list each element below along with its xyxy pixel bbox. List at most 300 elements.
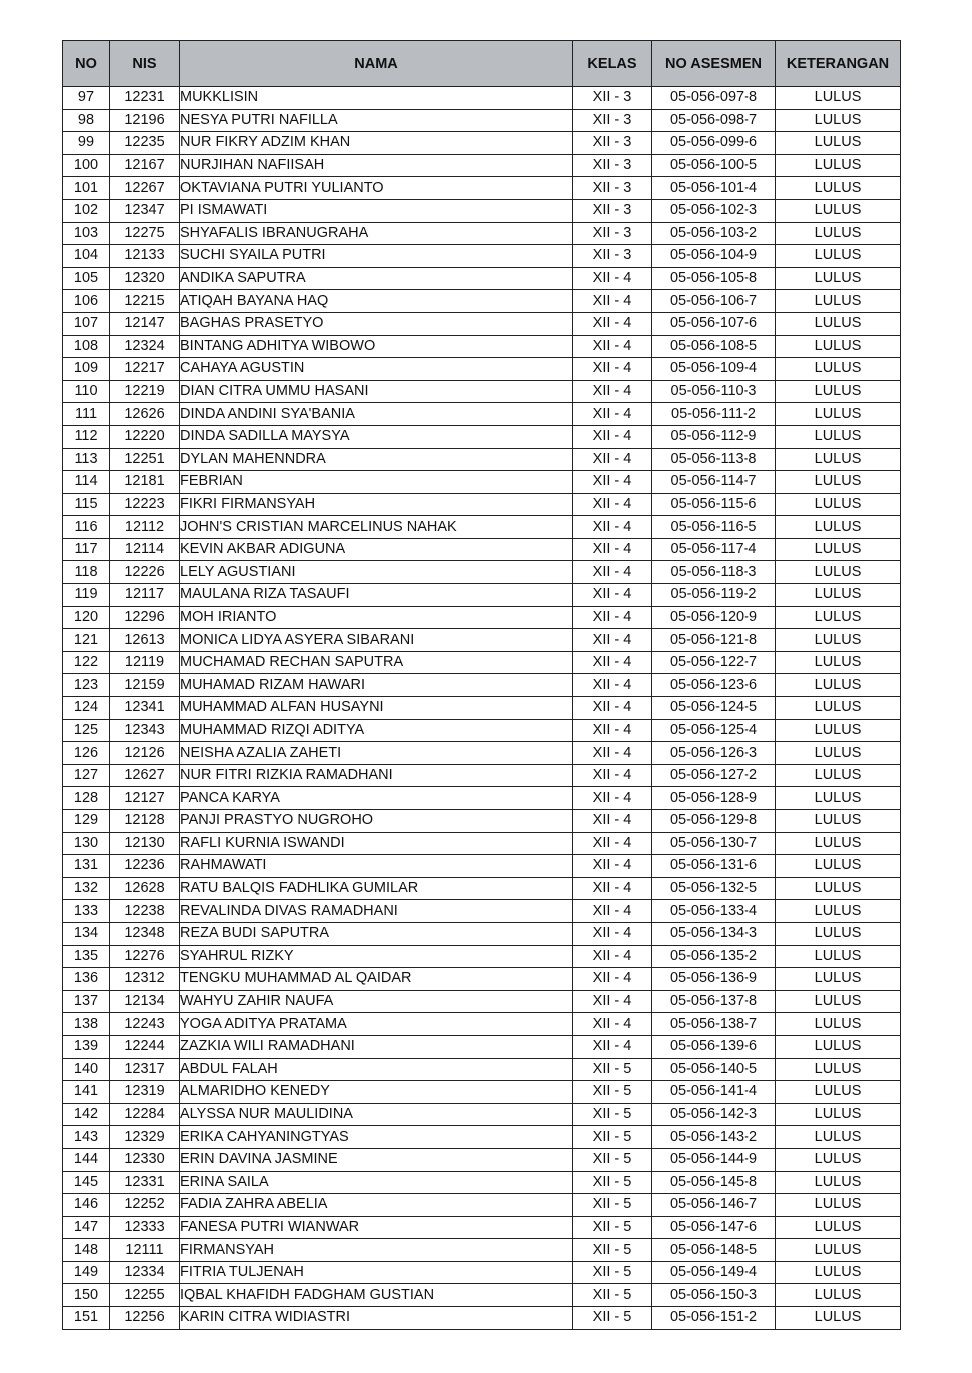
cell-keterangan: LULUS (776, 832, 901, 855)
cell-kelas: XII - 4 (573, 945, 652, 968)
table-row (63, 1216, 901, 1239)
cell-kelas: XII - 5 (573, 1194, 652, 1217)
cell-nama: MUHAMMAD RIZQI ADITYA (180, 719, 573, 742)
cell-nis: 12159 (110, 674, 180, 697)
cell-nis: 12275 (110, 222, 180, 245)
cell-nis: 12330 (110, 1148, 180, 1171)
cell-no: 149 (63, 1261, 110, 1284)
cell-nama: REZA BUDI SAPUTRA (180, 922, 573, 945)
cell-keterangan: LULUS (776, 1171, 901, 1194)
cell-keterangan: LULUS (776, 154, 901, 177)
table-row (63, 1307, 901, 1330)
cell-nama: OKTAVIANA PUTRI YULIANTO (180, 177, 573, 200)
table-row (63, 606, 901, 629)
cell-nama: FANESA PUTRI WIANWAR (180, 1216, 573, 1239)
cell-nis: 12329 (110, 1126, 180, 1149)
cell-nama: SYAHRUL RIZKY (180, 945, 573, 968)
table-row (63, 312, 901, 335)
table-row (63, 1126, 901, 1149)
cell-no-asesmen: 05-056-150-3 (652, 1284, 776, 1307)
cell-no-asesmen: 05-056-127-2 (652, 764, 776, 787)
table-row (63, 358, 901, 381)
cell-kelas: XII - 4 (573, 561, 652, 584)
cell-no-asesmen: 05-056-136-9 (652, 968, 776, 991)
cell-no-asesmen: 05-056-106-7 (652, 290, 776, 313)
cell-no: 142 (63, 1103, 110, 1126)
cell-nis: 12111 (110, 1239, 180, 1262)
cell-no-asesmen: 05-056-105-8 (652, 267, 776, 290)
cell-no-asesmen: 05-056-115-6 (652, 493, 776, 516)
cell-no-asesmen: 05-056-149-4 (652, 1261, 776, 1284)
cell-no: 106 (63, 290, 110, 313)
cell-nama: DINDA ANDINI SYA'BANIA (180, 403, 573, 426)
cell-nis: 12235 (110, 132, 180, 155)
cell-nis: 12112 (110, 516, 180, 539)
table-row (63, 877, 901, 900)
cell-keterangan: LULUS (776, 674, 901, 697)
table-row (63, 538, 901, 561)
cell-keterangan: LULUS (776, 629, 901, 652)
cell-keterangan: LULUS (776, 1216, 901, 1239)
cell-keterangan: LULUS (776, 222, 901, 245)
cell-nis: 12219 (110, 380, 180, 403)
cell-no: 137 (63, 990, 110, 1013)
table-row (63, 1171, 901, 1194)
table-row (63, 764, 901, 787)
cell-nis: 12276 (110, 945, 180, 968)
cell-nama: FIRMANSYAH (180, 1239, 573, 1262)
cell-no: 128 (63, 787, 110, 810)
cell-nama: NUR FIKRY ADZIM KHAN (180, 132, 573, 155)
cell-kelas: XII - 4 (573, 425, 652, 448)
cell-kelas: XII - 4 (573, 764, 652, 787)
cell-no-asesmen: 05-056-097-8 (652, 87, 776, 110)
cell-kelas: XII - 4 (573, 651, 652, 674)
cell-no-asesmen: 05-056-145-8 (652, 1171, 776, 1194)
cell-no-asesmen: 05-056-122-7 (652, 651, 776, 674)
cell-nis: 12324 (110, 335, 180, 358)
cell-nama: RAFLI KURNIA ISWANDI (180, 832, 573, 855)
cell-kelas: XII - 4 (573, 697, 652, 720)
cell-kelas: XII - 4 (573, 629, 652, 652)
table-row (63, 742, 901, 765)
cell-keterangan: LULUS (776, 109, 901, 132)
cell-nama: ERINA SAILA (180, 1171, 573, 1194)
cell-nis: 12348 (110, 922, 180, 945)
cell-no-asesmen: 05-056-104-9 (652, 245, 776, 268)
cell-nama: BINTANG ADHITYA WIBOWO (180, 335, 573, 358)
cell-nis: 12317 (110, 1058, 180, 1081)
cell-kelas: XII - 4 (573, 538, 652, 561)
cell-nis: 12134 (110, 990, 180, 1013)
cell-no-asesmen: 05-056-128-9 (652, 787, 776, 810)
cell-no-asesmen: 05-056-098-7 (652, 109, 776, 132)
cell-kelas: XII - 3 (573, 132, 652, 155)
cell-nama: FEBRIAN (180, 471, 573, 494)
cell-nama: NESYA PUTRI NAFILLA (180, 109, 573, 132)
table-row (63, 1035, 901, 1058)
cell-nis: 12215 (110, 290, 180, 313)
table-row (63, 403, 901, 426)
cell-no: 122 (63, 651, 110, 674)
table-row (63, 584, 901, 607)
cell-kelas: XII - 4 (573, 968, 652, 991)
header-row (63, 41, 901, 87)
cell-kelas: XII - 4 (573, 900, 652, 923)
cell-nama: PANJI PRASTYO NUGROHO (180, 810, 573, 833)
cell-keterangan: LULUS (776, 177, 901, 200)
cell-nama: MAULANA RIZA TASAUFI (180, 584, 573, 607)
cell-no-asesmen: 05-056-137-8 (652, 990, 776, 1013)
header-no: NO (63, 41, 110, 87)
cell-nama: FITRIA TULJENAH (180, 1261, 573, 1284)
cell-kelas: XII - 3 (573, 177, 652, 200)
cell-kelas: XII - 5 (573, 1239, 652, 1262)
cell-nama: ZAZKIA WILI RAMADHANI (180, 1035, 573, 1058)
cell-no-asesmen: 05-056-114-7 (652, 471, 776, 494)
cell-no: 144 (63, 1148, 110, 1171)
cell-keterangan: LULUS (776, 335, 901, 358)
cell-no: 108 (63, 335, 110, 358)
cell-keterangan: LULUS (776, 990, 901, 1013)
cell-no: 98 (63, 109, 110, 132)
cell-no: 141 (63, 1081, 110, 1104)
cell-nis: 12217 (110, 358, 180, 381)
cell-no: 113 (63, 448, 110, 471)
cell-no-asesmen: 05-056-141-4 (652, 1081, 776, 1104)
cell-nama: MUHAMAD RIZAM HAWARI (180, 674, 573, 697)
table-row (63, 1081, 901, 1104)
cell-nama: CAHAYA AGUSTIN (180, 358, 573, 381)
cell-keterangan: LULUS (776, 1013, 901, 1036)
cell-keterangan: LULUS (776, 267, 901, 290)
cell-no-asesmen: 05-056-100-5 (652, 154, 776, 177)
table-row (63, 425, 901, 448)
cell-keterangan: LULUS (776, 538, 901, 561)
cell-kelas: XII - 5 (573, 1081, 652, 1104)
cell-nis: 12252 (110, 1194, 180, 1217)
cell-no-asesmen: 05-056-126-3 (652, 742, 776, 765)
cell-keterangan: LULUS (776, 403, 901, 426)
cell-kelas: XII - 3 (573, 154, 652, 177)
cell-nama: YOGA ADITYA PRATAMA (180, 1013, 573, 1036)
cell-keterangan: LULUS (776, 1103, 901, 1126)
cell-nis: 12626 (110, 403, 180, 426)
cell-nis: 12343 (110, 719, 180, 742)
cell-kelas: XII - 5 (573, 1284, 652, 1307)
cell-no: 104 (63, 245, 110, 268)
cell-kelas: XII - 4 (573, 1013, 652, 1036)
cell-no-asesmen: 05-056-135-2 (652, 945, 776, 968)
cell-nis: 12613 (110, 629, 180, 652)
cell-nis: 12267 (110, 177, 180, 200)
table-row (63, 177, 901, 200)
cell-nama: IQBAL KHAFIDH FADGHAM GUSTIAN (180, 1284, 573, 1307)
cell-nis: 12236 (110, 855, 180, 878)
cell-keterangan: LULUS (776, 855, 901, 878)
cell-keterangan: LULUS (776, 1194, 901, 1217)
cell-no-asesmen: 05-056-117-4 (652, 538, 776, 561)
table-row (63, 1239, 901, 1262)
cell-no-asesmen: 05-056-123-6 (652, 674, 776, 697)
cell-nis: 12628 (110, 877, 180, 900)
table-row (63, 448, 901, 471)
table-header (63, 41, 901, 87)
cell-no: 134 (63, 922, 110, 945)
cell-nama: SUCHI SYAILA PUTRI (180, 245, 573, 268)
cell-keterangan: LULUS (776, 584, 901, 607)
cell-keterangan: LULUS (776, 810, 901, 833)
cell-keterangan: LULUS (776, 87, 901, 110)
cell-keterangan: LULUS (776, 1148, 901, 1171)
cell-nama: MUCHAMAD RECHAN SAPUTRA (180, 651, 573, 674)
cell-nis: 12223 (110, 493, 180, 516)
table-row (63, 290, 901, 313)
cell-keterangan: LULUS (776, 968, 901, 991)
cell-kelas: XII - 5 (573, 1126, 652, 1149)
cell-kelas: XII - 4 (573, 516, 652, 539)
table-row (63, 199, 901, 222)
cell-kelas: XII - 4 (573, 335, 652, 358)
cell-kelas: XII - 4 (573, 719, 652, 742)
cell-no: 127 (63, 764, 110, 787)
cell-no-asesmen: 05-056-101-4 (652, 177, 776, 200)
cell-keterangan: LULUS (776, 764, 901, 787)
table-row (63, 380, 901, 403)
cell-no: 111 (63, 403, 110, 426)
cell-no: 116 (63, 516, 110, 539)
results-table (62, 40, 901, 1330)
cell-keterangan: LULUS (776, 697, 901, 720)
cell-kelas: XII - 5 (573, 1171, 652, 1194)
table-row (63, 471, 901, 494)
cell-keterangan: LULUS (776, 358, 901, 381)
cell-no-asesmen: 05-056-124-5 (652, 697, 776, 720)
cell-no: 125 (63, 719, 110, 742)
cell-no: 147 (63, 1216, 110, 1239)
table-row (63, 832, 901, 855)
cell-nama: ANDIKA SAPUTRA (180, 267, 573, 290)
cell-no: 148 (63, 1239, 110, 1262)
cell-no-asesmen: 05-056-144-9 (652, 1148, 776, 1171)
table-row (63, 132, 901, 155)
cell-kelas: XII - 3 (573, 199, 652, 222)
cell-nis: 12312 (110, 968, 180, 991)
cell-no-asesmen: 05-056-119-2 (652, 584, 776, 607)
cell-no: 97 (63, 87, 110, 110)
cell-no: 131 (63, 855, 110, 878)
table-row (63, 674, 901, 697)
cell-no-asesmen: 05-056-133-4 (652, 900, 776, 923)
cell-no-asesmen: 05-056-132-5 (652, 877, 776, 900)
cell-nama: ERIKA CAHYANINGTYAS (180, 1126, 573, 1149)
cell-keterangan: LULUS (776, 471, 901, 494)
cell-nis: 12243 (110, 1013, 180, 1036)
table-row (63, 561, 901, 584)
cell-no: 119 (63, 584, 110, 607)
cell-keterangan: LULUS (776, 651, 901, 674)
cell-keterangan: LULUS (776, 877, 901, 900)
cell-kelas: XII - 4 (573, 810, 652, 833)
cell-nis: 12255 (110, 1284, 180, 1307)
cell-no: 151 (63, 1307, 110, 1330)
header-no-asesmen: NO ASESMEN (652, 41, 776, 87)
cell-no: 112 (63, 425, 110, 448)
table-row (63, 1058, 901, 1081)
table-row (63, 222, 901, 245)
cell-no: 139 (63, 1035, 110, 1058)
cell-nis: 12284 (110, 1103, 180, 1126)
table-row (63, 855, 901, 878)
cell-nama: FIKRI FIRMANSYAH (180, 493, 573, 516)
cell-keterangan: LULUS (776, 448, 901, 471)
table-row (63, 335, 901, 358)
cell-no: 117 (63, 538, 110, 561)
cell-no: 146 (63, 1194, 110, 1217)
cell-no-asesmen: 05-056-142-3 (652, 1103, 776, 1126)
cell-nis: 12196 (110, 109, 180, 132)
cell-no: 135 (63, 945, 110, 968)
cell-nama: LELY AGUSTIANI (180, 561, 573, 584)
cell-keterangan: LULUS (776, 493, 901, 516)
table-body (63, 87, 901, 1330)
table-row (63, 1103, 901, 1126)
cell-no: 120 (63, 606, 110, 629)
cell-nama: MUHAMMAD ALFAN HUSAYNI (180, 697, 573, 720)
cell-nama: ALYSSA NUR MAULIDINA (180, 1103, 573, 1126)
cell-keterangan: LULUS (776, 312, 901, 335)
cell-nis: 12333 (110, 1216, 180, 1239)
cell-keterangan: LULUS (776, 719, 901, 742)
cell-kelas: XII - 3 (573, 245, 652, 268)
cell-nama: NEISHA AZALIA ZAHETI (180, 742, 573, 765)
cell-nis: 12238 (110, 900, 180, 923)
cell-nama: PANCA KARYA (180, 787, 573, 810)
cell-no-asesmen: 05-056-120-9 (652, 606, 776, 629)
cell-keterangan: LULUS (776, 290, 901, 313)
cell-nama: NUR FITRI RIZKIA RAMADHANI (180, 764, 573, 787)
cell-no-asesmen: 05-056-147-6 (652, 1216, 776, 1239)
cell-no: 109 (63, 358, 110, 381)
cell-nis: 12347 (110, 199, 180, 222)
cell-no: 130 (63, 832, 110, 855)
cell-nama: DYLAN MAHENNDRA (180, 448, 573, 471)
cell-nis: 12231 (110, 87, 180, 110)
cell-kelas: XII - 4 (573, 742, 652, 765)
cell-keterangan: LULUS (776, 1261, 901, 1284)
cell-no-asesmen: 05-056-139-6 (652, 1035, 776, 1058)
cell-no: 115 (63, 493, 110, 516)
cell-nama: PI ISMAWATI (180, 199, 573, 222)
cell-kelas: XII - 4 (573, 855, 652, 878)
cell-no: 118 (63, 561, 110, 584)
cell-nama: WAHYU ZAHIR NAUFA (180, 990, 573, 1013)
cell-keterangan: LULUS (776, 606, 901, 629)
cell-kelas: XII - 5 (573, 1216, 652, 1239)
cell-kelas: XII - 4 (573, 471, 652, 494)
table-row (63, 787, 901, 810)
cell-no-asesmen: 05-056-107-6 (652, 312, 776, 335)
cell-kelas: XII - 3 (573, 109, 652, 132)
cell-nis: 12296 (110, 606, 180, 629)
cell-no-asesmen: 05-056-111-2 (652, 403, 776, 426)
cell-no-asesmen: 05-056-146-7 (652, 1194, 776, 1217)
table-row (63, 990, 901, 1013)
cell-no-asesmen: 05-056-129-8 (652, 810, 776, 833)
cell-kelas: XII - 5 (573, 1307, 652, 1330)
cell-nis: 12128 (110, 810, 180, 833)
cell-nis: 12244 (110, 1035, 180, 1058)
cell-keterangan: LULUS (776, 1126, 901, 1149)
cell-nis: 12114 (110, 538, 180, 561)
cell-nama: REVALINDA DIVAS RAMADHANI (180, 900, 573, 923)
cell-kelas: XII - 4 (573, 312, 652, 335)
cell-kelas: XII - 4 (573, 267, 652, 290)
cell-keterangan: LULUS (776, 1035, 901, 1058)
table-row (63, 1148, 901, 1171)
cell-no: 140 (63, 1058, 110, 1081)
cell-kelas: XII - 5 (573, 1148, 652, 1171)
cell-kelas: XII - 4 (573, 290, 652, 313)
cell-no-asesmen: 05-056-110-3 (652, 380, 776, 403)
cell-nama: TENGKU MUHAMMAD AL QAIDAR (180, 968, 573, 991)
cell-kelas: XII - 4 (573, 448, 652, 471)
cell-keterangan: LULUS (776, 380, 901, 403)
cell-keterangan: LULUS (776, 561, 901, 584)
cell-no-asesmen: 05-056-102-3 (652, 199, 776, 222)
cell-nama: ERIN DAVINA JASMINE (180, 1148, 573, 1171)
cell-no: 105 (63, 267, 110, 290)
cell-kelas: XII - 4 (573, 380, 652, 403)
cell-no-asesmen: 05-056-134-3 (652, 922, 776, 945)
cell-no: 132 (63, 877, 110, 900)
cell-nis: 12127 (110, 787, 180, 810)
cell-kelas: XII - 5 (573, 1103, 652, 1126)
cell-keterangan: LULUS (776, 1058, 901, 1081)
cell-no-asesmen: 05-056-112-9 (652, 425, 776, 448)
table-row (63, 109, 901, 132)
cell-kelas: XII - 4 (573, 493, 652, 516)
cell-no: 124 (63, 697, 110, 720)
cell-nama: DINDA SADILLA MAYSYA (180, 425, 573, 448)
cell-no: 103 (63, 222, 110, 245)
cell-nis: 12130 (110, 832, 180, 855)
cell-nis: 12147 (110, 312, 180, 335)
cell-no-asesmen: 05-056-148-5 (652, 1239, 776, 1262)
header-nis: NIS (110, 41, 180, 87)
table-row (63, 719, 901, 742)
cell-nama: MOH IRIANTO (180, 606, 573, 629)
cell-keterangan: LULUS (776, 1081, 901, 1104)
cell-no: 126 (63, 742, 110, 765)
cell-nama: RAHMAWATI (180, 855, 573, 878)
cell-no: 110 (63, 380, 110, 403)
cell-nama: NURJIHAN NAFIISAH (180, 154, 573, 177)
cell-kelas: XII - 4 (573, 832, 652, 855)
cell-no-asesmen: 05-056-116-5 (652, 516, 776, 539)
table-row (63, 1194, 901, 1217)
cell-no: 143 (63, 1126, 110, 1149)
table-row (63, 154, 901, 177)
cell-nama: KEVIN AKBAR ADIGUNA (180, 538, 573, 561)
cell-keterangan: LULUS (776, 945, 901, 968)
table-row (63, 651, 901, 674)
cell-no-asesmen: 05-056-151-2 (652, 1307, 776, 1330)
cell-nis: 12341 (110, 697, 180, 720)
cell-kelas: XII - 4 (573, 787, 652, 810)
table-row (63, 516, 901, 539)
cell-no-asesmen: 05-056-125-4 (652, 719, 776, 742)
